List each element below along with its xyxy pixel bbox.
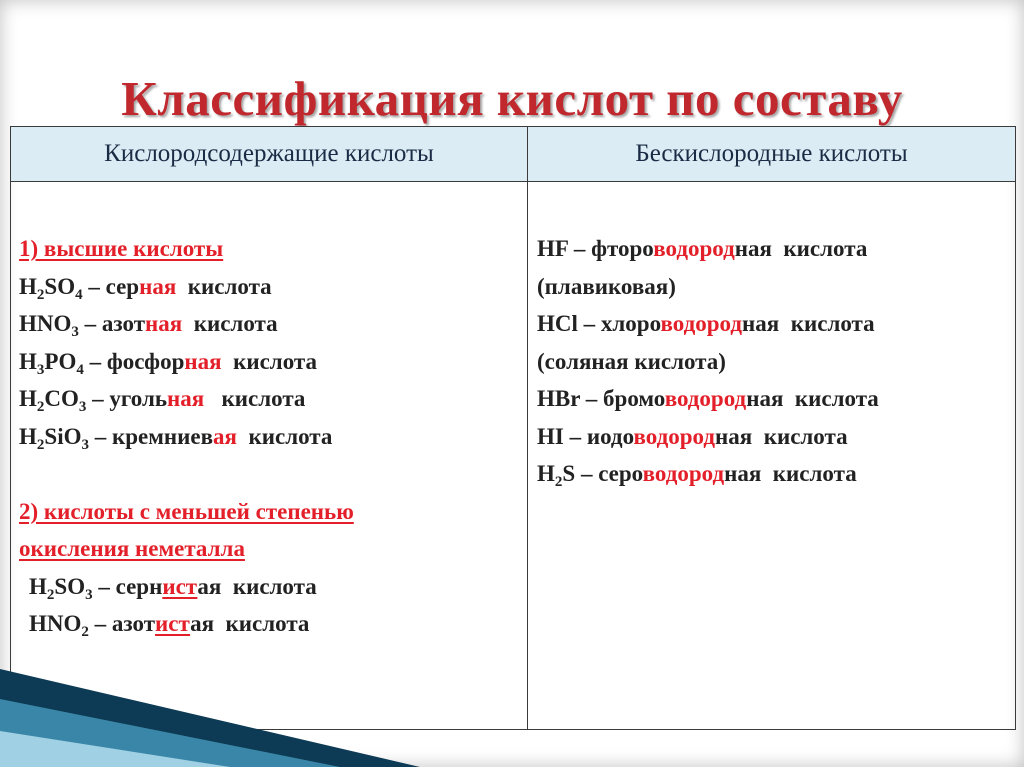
acid-name-part: фторо <box>591 236 654 261</box>
acid-line <box>537 305 1015 343</box>
oxygen-acids-cell <box>11 182 528 730</box>
formula: HCl <box>537 311 578 336</box>
acid-line <box>19 343 527 381</box>
formula: $H_2SO_4$ <box>19 273 83 303</box>
acid-name-part: кислота <box>204 386 306 411</box>
formula: $H_2CO_3$ <box>19 386 87 415</box>
acid-name-highlight: ист <box>155 611 191 636</box>
acid-name-highlight: водород <box>660 311 743 336</box>
acid-name-highlight: водород <box>653 236 735 261</box>
formula: HI <box>537 423 564 449</box>
acid-name-part: хлоро <box>600 311 661 336</box>
acid-name-part: кислота <box>176 273 272 299</box>
acid-name-part: (соляная кислота) <box>537 348 726 374</box>
formula: HF <box>537 236 569 261</box>
acid-line <box>537 455 1015 493</box>
table-body-row <box>11 182 1016 730</box>
acid-line <box>537 380 1015 418</box>
acid-line <box>19 418 527 456</box>
group-heading-lower-acids-1: 2) кислоты с меньшей степенью <box>19 498 354 524</box>
acid-name-part: кислота <box>182 311 278 336</box>
wave-light <box>0 731 230 767</box>
acid-name-part: – <box>86 386 110 411</box>
acid-name-part: бромо <box>603 386 665 411</box>
acid-line <box>19 605 527 643</box>
acid-name-part: – <box>568 236 592 261</box>
header-oxygen-acids: Кислородсодержащие кислоты <box>11 127 528 182</box>
acid-line <box>19 268 527 306</box>
formula: $H_2SiO_3$ <box>19 423 89 453</box>
formula: $H_2SO_3$ <box>29 573 93 603</box>
acid-name-part: ная кислота <box>742 311 875 336</box>
acid-line <box>537 418 1015 456</box>
acid-classification-table <box>10 126 1016 730</box>
acid-name-part: ная кислота <box>734 236 868 261</box>
acid-name-part: кислота <box>236 423 333 449</box>
formula: HBr <box>537 386 581 411</box>
acid-name-part: – <box>88 611 112 636</box>
oxygen-free-acids-list <box>537 230 1015 493</box>
acid-name-part: – <box>78 311 102 336</box>
acid-name-part: серо <box>598 461 643 486</box>
acid-name-part: уголь <box>109 386 168 411</box>
acid-name-part: азот <box>101 311 146 336</box>
oxygen-free-acids-cell <box>528 182 1016 730</box>
acid-name-part: азот <box>111 611 156 636</box>
acid-name-highlight: ая <box>213 423 237 449</box>
acid-line <box>19 305 527 343</box>
acid-line <box>19 380 527 418</box>
acid-name-part: ная кислота <box>746 386 879 411</box>
acid-name-part: ная кислота <box>724 461 857 486</box>
acid-name-part: сер <box>105 273 140 299</box>
acid-line <box>537 230 1015 268</box>
acid-line <box>537 268 1015 306</box>
table-header-row <box>11 127 1016 182</box>
acid-name-part: – <box>82 273 106 299</box>
lower-acids-list <box>19 568 527 643</box>
acid-name-part: серн <box>115 573 163 599</box>
acid-name-highlight: водород <box>664 386 747 411</box>
acid-name-part: – <box>83 348 107 374</box>
acid-name-part: – <box>92 573 116 599</box>
acid-name-highlight: ная <box>145 311 183 336</box>
acid-name-part: – <box>88 423 112 449</box>
acid-name-highlight: ист <box>162 573 198 599</box>
acid-name-part: кислота <box>221 348 317 374</box>
acid-name-part: – <box>575 461 599 486</box>
acid-name-part: иодо <box>586 423 634 449</box>
acid-name-highlight: водород <box>633 423 715 449</box>
group-heading-higher-acids: 1) высшие кислоты <box>19 236 224 261</box>
acid-name-part: (плавиковая) <box>537 273 676 299</box>
group-heading-lower-acids-2: окисления неметалла <box>19 536 245 561</box>
acid-name-highlight: ная <box>167 386 205 411</box>
acid-name-part: кремниев <box>111 423 214 449</box>
acid-name-part: фосфор <box>106 348 185 374</box>
acid-name-part: – <box>577 311 601 336</box>
acid-name-part: ная кислота <box>715 423 848 449</box>
acid-name-part: – <box>580 386 604 411</box>
acid-line <box>537 343 1015 381</box>
formula: $H_2S$ <box>537 461 576 490</box>
acid-name-part: ая кислота <box>190 611 310 636</box>
acid-name-highlight: водород <box>642 461 725 486</box>
acid-name-part: – <box>563 423 587 449</box>
header-oxygen-free-acids: Бескислородные кислоты <box>528 127 1016 182</box>
formula: $HNO_2$ <box>29 611 89 640</box>
acid-name-part: ая кислота <box>197 573 317 599</box>
formula: $H_3PO_4$ <box>19 348 84 378</box>
slide-title: Классификация кислот по составу <box>121 71 903 126</box>
formula: $HNO_3$ <box>19 311 79 340</box>
higher-acids-list <box>19 268 527 456</box>
acid-name-highlight: ная <box>139 273 177 299</box>
acid-name-highlight: ная <box>184 348 222 374</box>
acid-line <box>19 568 527 606</box>
